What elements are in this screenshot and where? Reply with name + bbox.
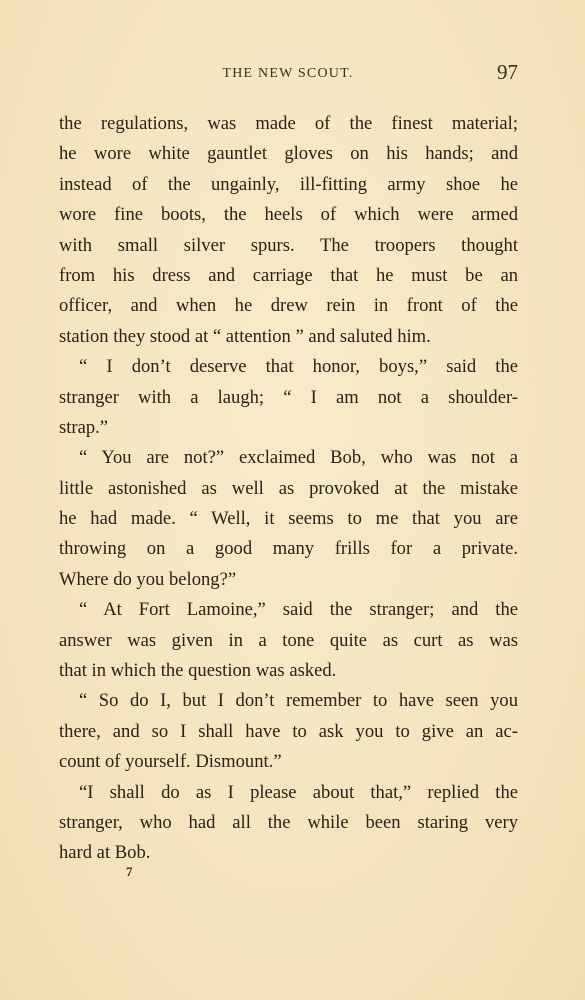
text-line: strap.” xyxy=(59,416,109,438)
text-line: from his dress and carriage that he must be an xyxy=(59,264,518,286)
signature-mark: 7 xyxy=(126,864,133,879)
text-line: stranger with a laugh; “ I am not a shoulder- xyxy=(59,386,518,408)
text-line: officer, and when he drew rein in front of the xyxy=(59,295,518,317)
text-line: “I shall do as I please about that,” replied the xyxy=(79,781,518,803)
page-header xyxy=(58,60,518,90)
text-line: throwing on a good many frills for a private. xyxy=(59,538,518,560)
text-line: he wore white gauntlet gloves on his hands; and xyxy=(59,143,518,165)
text-line: Where do you belong?” xyxy=(59,568,237,590)
text-line: instead of the ungainly, ill-fitting army shoe he xyxy=(59,173,518,195)
text-line: he had made. “ Well, it seems to me that you are xyxy=(59,508,518,530)
body-text xyxy=(59,109,518,869)
text-line: count of yourself. Dismount.” xyxy=(59,751,282,773)
page-number: 97 xyxy=(497,60,518,84)
text-line: “ You are not?” exclaimed Bob, who was not a xyxy=(79,447,518,469)
text-line: the regulations, was made of the finest material; xyxy=(59,113,518,134)
running-head: THE NEW SCOUT. xyxy=(222,66,354,81)
text-line: hard at Bob. xyxy=(59,842,151,864)
text-line: there, and so I shall have to ask you to give an ac- xyxy=(59,720,518,742)
text-line: wore fine boots, the heels of which were armed xyxy=(59,204,518,226)
text-line: “ At Fort Lamoine,” said the stranger; and the xyxy=(79,599,518,621)
text-line: that in which the question was asked. xyxy=(59,660,337,682)
text-line: station they stood at “ attention ” and saluted him. xyxy=(59,325,431,347)
text-line: with small silver spurs. The troopers thought xyxy=(59,234,518,256)
text-line: “ So do I, but I don’t remember to have seen you xyxy=(79,690,518,712)
text-line: answer was given in a tone quite as curt as was xyxy=(59,629,518,651)
text-line: stranger, who had all the while been staring very xyxy=(59,811,518,833)
text-line: “ I don’t deserve that honor, boys,” said the xyxy=(79,356,518,378)
text-line: little astonished as well as provoked at the mistake xyxy=(59,477,518,499)
